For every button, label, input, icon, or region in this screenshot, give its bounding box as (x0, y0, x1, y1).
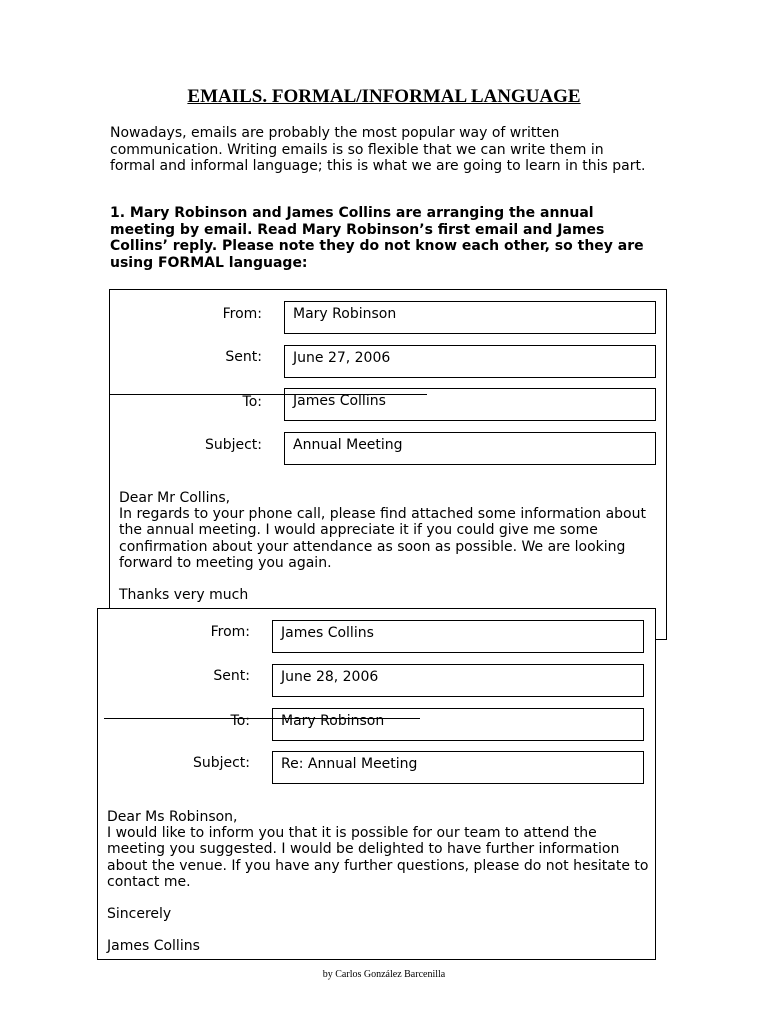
from-label: From: (210, 624, 250, 640)
to-label: To: (242, 394, 262, 410)
email-james-collins (97, 608, 656, 960)
subject-field: Re: Annual Meeting (272, 751, 644, 784)
email-body (107, 809, 652, 954)
sent-field: June 28, 2006 (272, 664, 644, 697)
email-body-text: In regards to your phone call, please find attached some information about the annual meeting. I would appreciate it if you could give me some confirmation about your attendance as soon as possible. We are looking forward to meeting you again. (119, 506, 646, 571)
strike-line (110, 394, 427, 395)
to-field: James Collins (284, 388, 656, 421)
page-title: EMAILS. FORMAL/INFORMAL LANGUAGE (187, 86, 581, 107)
to-label: To: (230, 713, 250, 729)
to-field: Mary Robinson (272, 708, 644, 741)
email-greeting: Dear Ms Robinson, (107, 809, 238, 825)
strike-line (104, 718, 420, 719)
sent-label: Sent: (213, 668, 250, 684)
email-body (119, 490, 664, 603)
email-closing: Thanks very much (119, 587, 249, 604)
sent-label: Sent: (225, 349, 262, 365)
email-greeting: Dear Mr Collins, (119, 490, 231, 506)
intro-paragraph: Nowadays, emails are probably the most popular way of written communication. Writing emails is so flexible that we can write them in formal and informal language; this is what we are going to learn in this part. (110, 125, 646, 174)
from-field: James Collins (272, 620, 644, 653)
author-credit: by Carlos González Barcenilla (322, 969, 446, 980)
subject-label: Subject: (204, 437, 262, 453)
subject-label: Subject: (192, 755, 250, 771)
email-closing: Sincerely (107, 906, 172, 923)
from-label: From: (222, 306, 262, 322)
sent-field: June 27, 2006 (284, 345, 656, 378)
email-signature: James Collins (107, 938, 200, 955)
email-mary-robinson (109, 289, 667, 640)
from-field: Mary Robinson (284, 301, 656, 334)
subject-field: Annual Meeting (284, 432, 656, 465)
task-instructions: 1. Mary Robinson and James Collins are arranging the annual meeting by email. Read Mary Robinson’s first email and James Collins’ reply. Please note they do not know each other, so they are using FORMAL language: (110, 205, 644, 271)
email-body-text: I would like to inform you that it is possible for our team to attend the meeting you suggested. I would be delighted to have further information about the venue. If you have any further questions, please do not hesitate to contact me. (107, 825, 649, 890)
